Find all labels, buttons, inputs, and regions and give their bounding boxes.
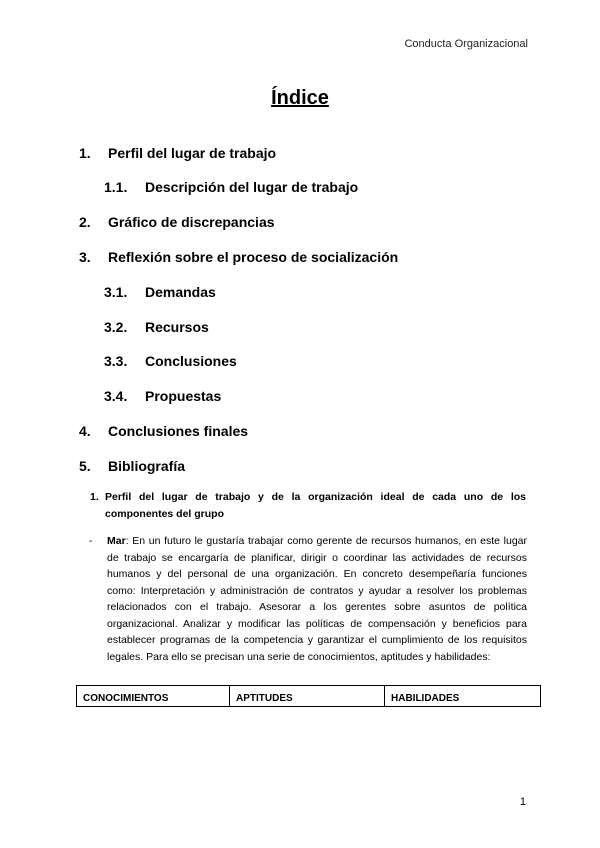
paragraph-body (107, 533, 527, 665)
section-number: 1. (90, 491, 99, 503)
toc-number: 5. (79, 458, 91, 474)
toc-number: 4. (79, 423, 91, 439)
toc-label: Gráfico de discrepancias (108, 214, 275, 230)
bullet-dash: - (89, 535, 93, 547)
toc-item (79, 458, 185, 474)
toc-number: 3.3. (104, 353, 128, 369)
toc-label: Bibliografía (108, 458, 186, 474)
page-header: Conducta Organizacional (404, 38, 528, 50)
body-paragraph (89, 533, 527, 665)
toc-number: 3.2. (104, 319, 128, 335)
toc-item (79, 249, 398, 265)
toc-number: 3.4. (104, 388, 128, 404)
table-header-aptitudes: APTITUDES (230, 686, 385, 706)
skills-table-header (76, 685, 541, 707)
toc-label: Descripción del lugar de trabajo (145, 179, 359, 195)
page-number: 1 (519, 796, 526, 808)
toc-label: Recursos (145, 319, 209, 335)
toc-number: 1. (79, 145, 91, 161)
page-title: Índice (271, 87, 329, 109)
toc-label: Demandas (145, 284, 216, 300)
toc-label: Conclusiones finales (108, 423, 249, 439)
toc-number: 1.1. (104, 179, 128, 195)
paragraph-text: : En un futuro le gustaría trabajar como gerente de recursos humanos, en este lugar de trabajo se encargaría de planificar, dirigir o coordinar las actividades de recursos humanos y del personal de una organización. En concreto desempeñaría funciones como: Interpretación y administración de contratos y ayudar a resolver los problemas relacionados con el trabajo. Asesorar a los gerentes sobre asuntos de política organizacional. Analizar y modificar las políticas de compensación y beneficios para establecer programas de la competencia y garantizar el cumplimiento de los requisitos legales. Para ello se precisan una serie de conocimientos, aptitudes y habilidades: (107, 535, 527, 663)
table-header-conocimientos: CONOCIMIENTOS (77, 686, 230, 706)
person-name: Mar (107, 535, 126, 547)
toc-item (104, 284, 216, 300)
toc-item (79, 423, 248, 439)
toc-item (79, 145, 276, 161)
toc-number: 3.1. (104, 284, 128, 300)
toc-item (104, 353, 237, 369)
toc-number: 3. (79, 249, 91, 265)
section-heading (90, 489, 526, 523)
toc-label: Reflexión sobre el proceso de socialización (108, 249, 399, 265)
toc-number: 2. (79, 214, 91, 230)
toc-item (104, 388, 221, 404)
table-header-habilidades: HABILIDADES (391, 693, 460, 704)
toc-label: Conclusiones (145, 353, 237, 369)
toc-item (79, 214, 275, 230)
toc-label: Perfil del lugar de trabajo (108, 145, 277, 161)
section-heading-text: Perfil del lugar de trabajo y de la organización ideal de cada uno de los componentes del grupo (105, 491, 526, 520)
toc-item (104, 319, 209, 335)
toc-item (104, 179, 358, 195)
toc-label: Propuestas (145, 388, 222, 404)
